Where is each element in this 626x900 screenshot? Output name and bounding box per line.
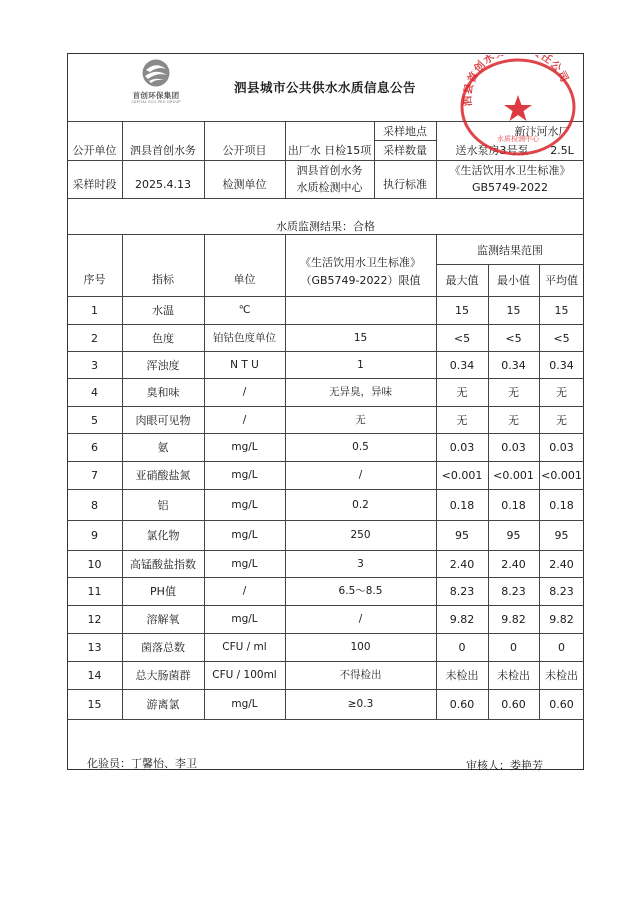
notice-title: 泗县城市公共供水水质信息公告: [233, 79, 416, 95]
cell-max: 0.60: [449, 698, 475, 711]
header-limit-1: 《生活饮用水卫生标准》: [300, 255, 421, 269]
cell-min: 0.18: [501, 498, 526, 512]
stamp-seal-icon: [457, 55, 579, 157]
cell-max: 无: [456, 386, 468, 399]
cell-min: 95: [506, 529, 521, 542]
cell-min: 无: [508, 386, 519, 399]
cell-min: <5: [505, 331, 522, 345]
cell-no: 10: [87, 557, 102, 571]
period-label: 采样时段: [72, 177, 117, 191]
cell-unit: mg/L: [231, 469, 258, 481]
standard-label: 执行标准: [383, 177, 427, 191]
official-stamp: [457, 55, 579, 157]
cell-item: 臭和味: [146, 386, 180, 399]
cell-item: 高锰酸盐指数: [130, 557, 196, 571]
cell-limit: [285, 297, 436, 324]
cell-unit: mg/L: [231, 698, 258, 710]
cell-min: 0.34: [501, 358, 526, 372]
header-max: 最大值: [445, 273, 479, 287]
cell-avg: 0.18: [549, 498, 574, 512]
project-label: 公开项目: [222, 143, 267, 157]
cell-limit: /: [358, 469, 363, 481]
cell-max: 未检出: [445, 669, 479, 682]
site-value-3: 2.5L: [550, 143, 574, 157]
cell-no: 5: [91, 413, 98, 427]
cell-limit: 0.2: [352, 498, 369, 511]
cell-min: 0: [510, 641, 517, 654]
tester-signature: 化验员：丁馨怡、李卫: [87, 757, 197, 770]
cell-no: 8: [91, 498, 98, 512]
cell-limit: 0.5: [352, 441, 369, 453]
result-label: 水质监测结果：合格: [276, 219, 375, 233]
publisher-value: 泗县首创水务: [130, 143, 196, 157]
cell-unit: /: [242, 585, 247, 597]
cell-avg: 0.34: [549, 358, 574, 372]
cell-unit: /: [242, 386, 247, 398]
cell-item: 浑浊度: [146, 358, 180, 372]
cell-no: 15: [87, 698, 102, 711]
cell-item: 溶解氧: [146, 613, 180, 626]
cell-no: 3: [91, 358, 98, 372]
cell-max: <0.001: [441, 469, 483, 482]
cell-max: 15: [455, 304, 469, 317]
cell-max: 0.03: [449, 441, 475, 454]
cell-no: 2: [91, 331, 98, 345]
cell-no: 4: [91, 386, 98, 399]
cell-no: 9: [91, 529, 98, 542]
cell-unit: CFU / 100ml: [212, 669, 277, 681]
cell-unit: CFU / ml: [222, 641, 267, 653]
cell-item: 总大肠菌群: [135, 669, 191, 682]
svg-text:泗县首创水务有限责任公司: 泗县首创水 任公司: [461, 55, 571, 107]
cell-min: 9.82: [501, 613, 526, 626]
cell-avg: 8.23: [549, 585, 574, 598]
cell-max: 9.82: [449, 613, 475, 626]
cell-avg: 0.03: [549, 441, 574, 454]
period-value: 2025.4.13: [135, 177, 191, 191]
header-no: 序号: [83, 272, 106, 286]
cell-max: 0: [458, 641, 466, 654]
cell-item: PH值: [150, 585, 176, 598]
cell-avg: 0.60: [549, 698, 574, 711]
cell-limit: 15: [353, 331, 368, 344]
cell-min: 0.60: [501, 698, 526, 711]
cell-limit: 无异臭，异味: [329, 386, 392, 398]
cell-limit: 6.5～8.5: [338, 585, 383, 597]
cell-limit: 1: [357, 358, 364, 371]
cell-unit: mg/L: [231, 613, 258, 625]
cell-min: 无: [508, 413, 519, 427]
cell-max: 0.18: [449, 498, 475, 512]
cell-item: 色度: [152, 331, 174, 345]
cell-min: 未检出: [497, 669, 530, 682]
publisher-label: 公开单位: [72, 143, 117, 157]
header-limit-2: （GB5749-2022）限值: [300, 273, 421, 287]
site-label-1: 采样地点: [383, 124, 427, 138]
site-value-1: 新汴河水厂: [514, 124, 570, 138]
site-value-2: 送水泵房3号泵: [455, 143, 529, 157]
cell-min: <0.001: [493, 469, 534, 482]
cell-limit: 无: [355, 413, 366, 426]
cell-no: 12: [87, 613, 102, 626]
cell-avg: 15: [554, 304, 569, 317]
cell-unit: mg/L: [231, 441, 258, 453]
cell-max: 95: [455, 529, 469, 542]
cell-unit: mg/L: [231, 529, 258, 541]
cell-avg: 无: [556, 413, 567, 427]
cell-unit: mg/L: [231, 557, 258, 570]
cell-max: 8.23: [449, 585, 475, 598]
svg-text:水质检测中心: 水质检测中心: [497, 135, 539, 143]
cell-unit: mg/L: [231, 498, 258, 511]
cell-limit: 100: [350, 641, 371, 653]
cell-item: 亚硝酸盐氮: [135, 469, 191, 482]
cell-avg: 95: [554, 529, 569, 542]
capital-logo-icon: [141, 58, 171, 88]
project-value: 出厂水 日检15项: [287, 143, 372, 157]
company-name: 首创环保集团: [132, 91, 180, 100]
cell-min: 15: [506, 304, 521, 317]
cell-limit: 不得检出: [339, 669, 382, 681]
header-avg: 平均值: [545, 273, 578, 287]
cell-max: 无: [456, 413, 468, 427]
reviewer-signature: 审核人：娄艳芳: [466, 759, 543, 772]
cell-item: 氯化物: [146, 529, 180, 542]
site-label-2: 采样数量: [383, 143, 427, 157]
cell-min: 0.03: [501, 441, 526, 454]
cell-item: 水温: [152, 304, 174, 317]
cell-unit: N T U: [230, 358, 259, 371]
cell-no: 6: [91, 441, 98, 454]
cell-avg: 2.40: [549, 557, 574, 571]
cell-unit: 铂钴色度单位: [213, 331, 276, 344]
cell-no: 11: [87, 585, 102, 598]
cell-limit: /: [358, 613, 363, 625]
header-unit: 单位: [233, 272, 256, 286]
cell-item: 氨: [157, 441, 169, 454]
header-min: 最小值: [497, 273, 530, 287]
header-range: 监测结果范围: [477, 243, 543, 257]
standard-value-1: 《生活饮用水卫生标准》: [449, 163, 571, 177]
standard-value-2: GB5749-2022: [471, 180, 549, 194]
cell-unit: /: [242, 413, 247, 426]
cell-min: 2.40: [501, 557, 526, 571]
lab-value-1: 泗县首创水务: [296, 163, 363, 177]
cell-no: 14: [87, 669, 102, 682]
cell-limit: 3: [357, 557, 364, 570]
cell-item: 肉眼可见物: [135, 413, 191, 427]
cell-avg: 0: [558, 641, 565, 654]
cell-no: 7: [91, 469, 98, 482]
lab-value-2: 水质检测中心: [296, 180, 363, 194]
cell-max: 0.34: [449, 358, 475, 372]
lab-label: 检测单位: [222, 177, 267, 191]
cell-avg: <5: [553, 331, 570, 345]
cell-item: 游离氯: [146, 698, 180, 711]
company-name-en: CAPITAL ECO-PRO GROUP: [131, 100, 181, 104]
cell-max: <5: [453, 331, 471, 345]
cell-avg: 未检出: [545, 669, 578, 682]
cell-item: 菌落总数: [141, 641, 185, 654]
cell-min: 8.23: [501, 585, 526, 598]
cell-avg: 9.82: [549, 613, 574, 626]
cell-limit: ≥0.3: [347, 698, 374, 710]
cell-item: 铝: [157, 498, 169, 512]
header-item: 指标: [152, 272, 174, 286]
cell-no: 13: [87, 641, 102, 654]
cell-no: 1: [91, 304, 98, 317]
company-logo: [122, 58, 190, 104]
cell-avg: <0.001: [541, 469, 582, 482]
cell-unit: ℃: [238, 304, 251, 316]
cell-avg: 无: [556, 386, 567, 399]
cell-limit: 250: [350, 529, 371, 541]
cell-max: 2.40: [449, 557, 475, 571]
